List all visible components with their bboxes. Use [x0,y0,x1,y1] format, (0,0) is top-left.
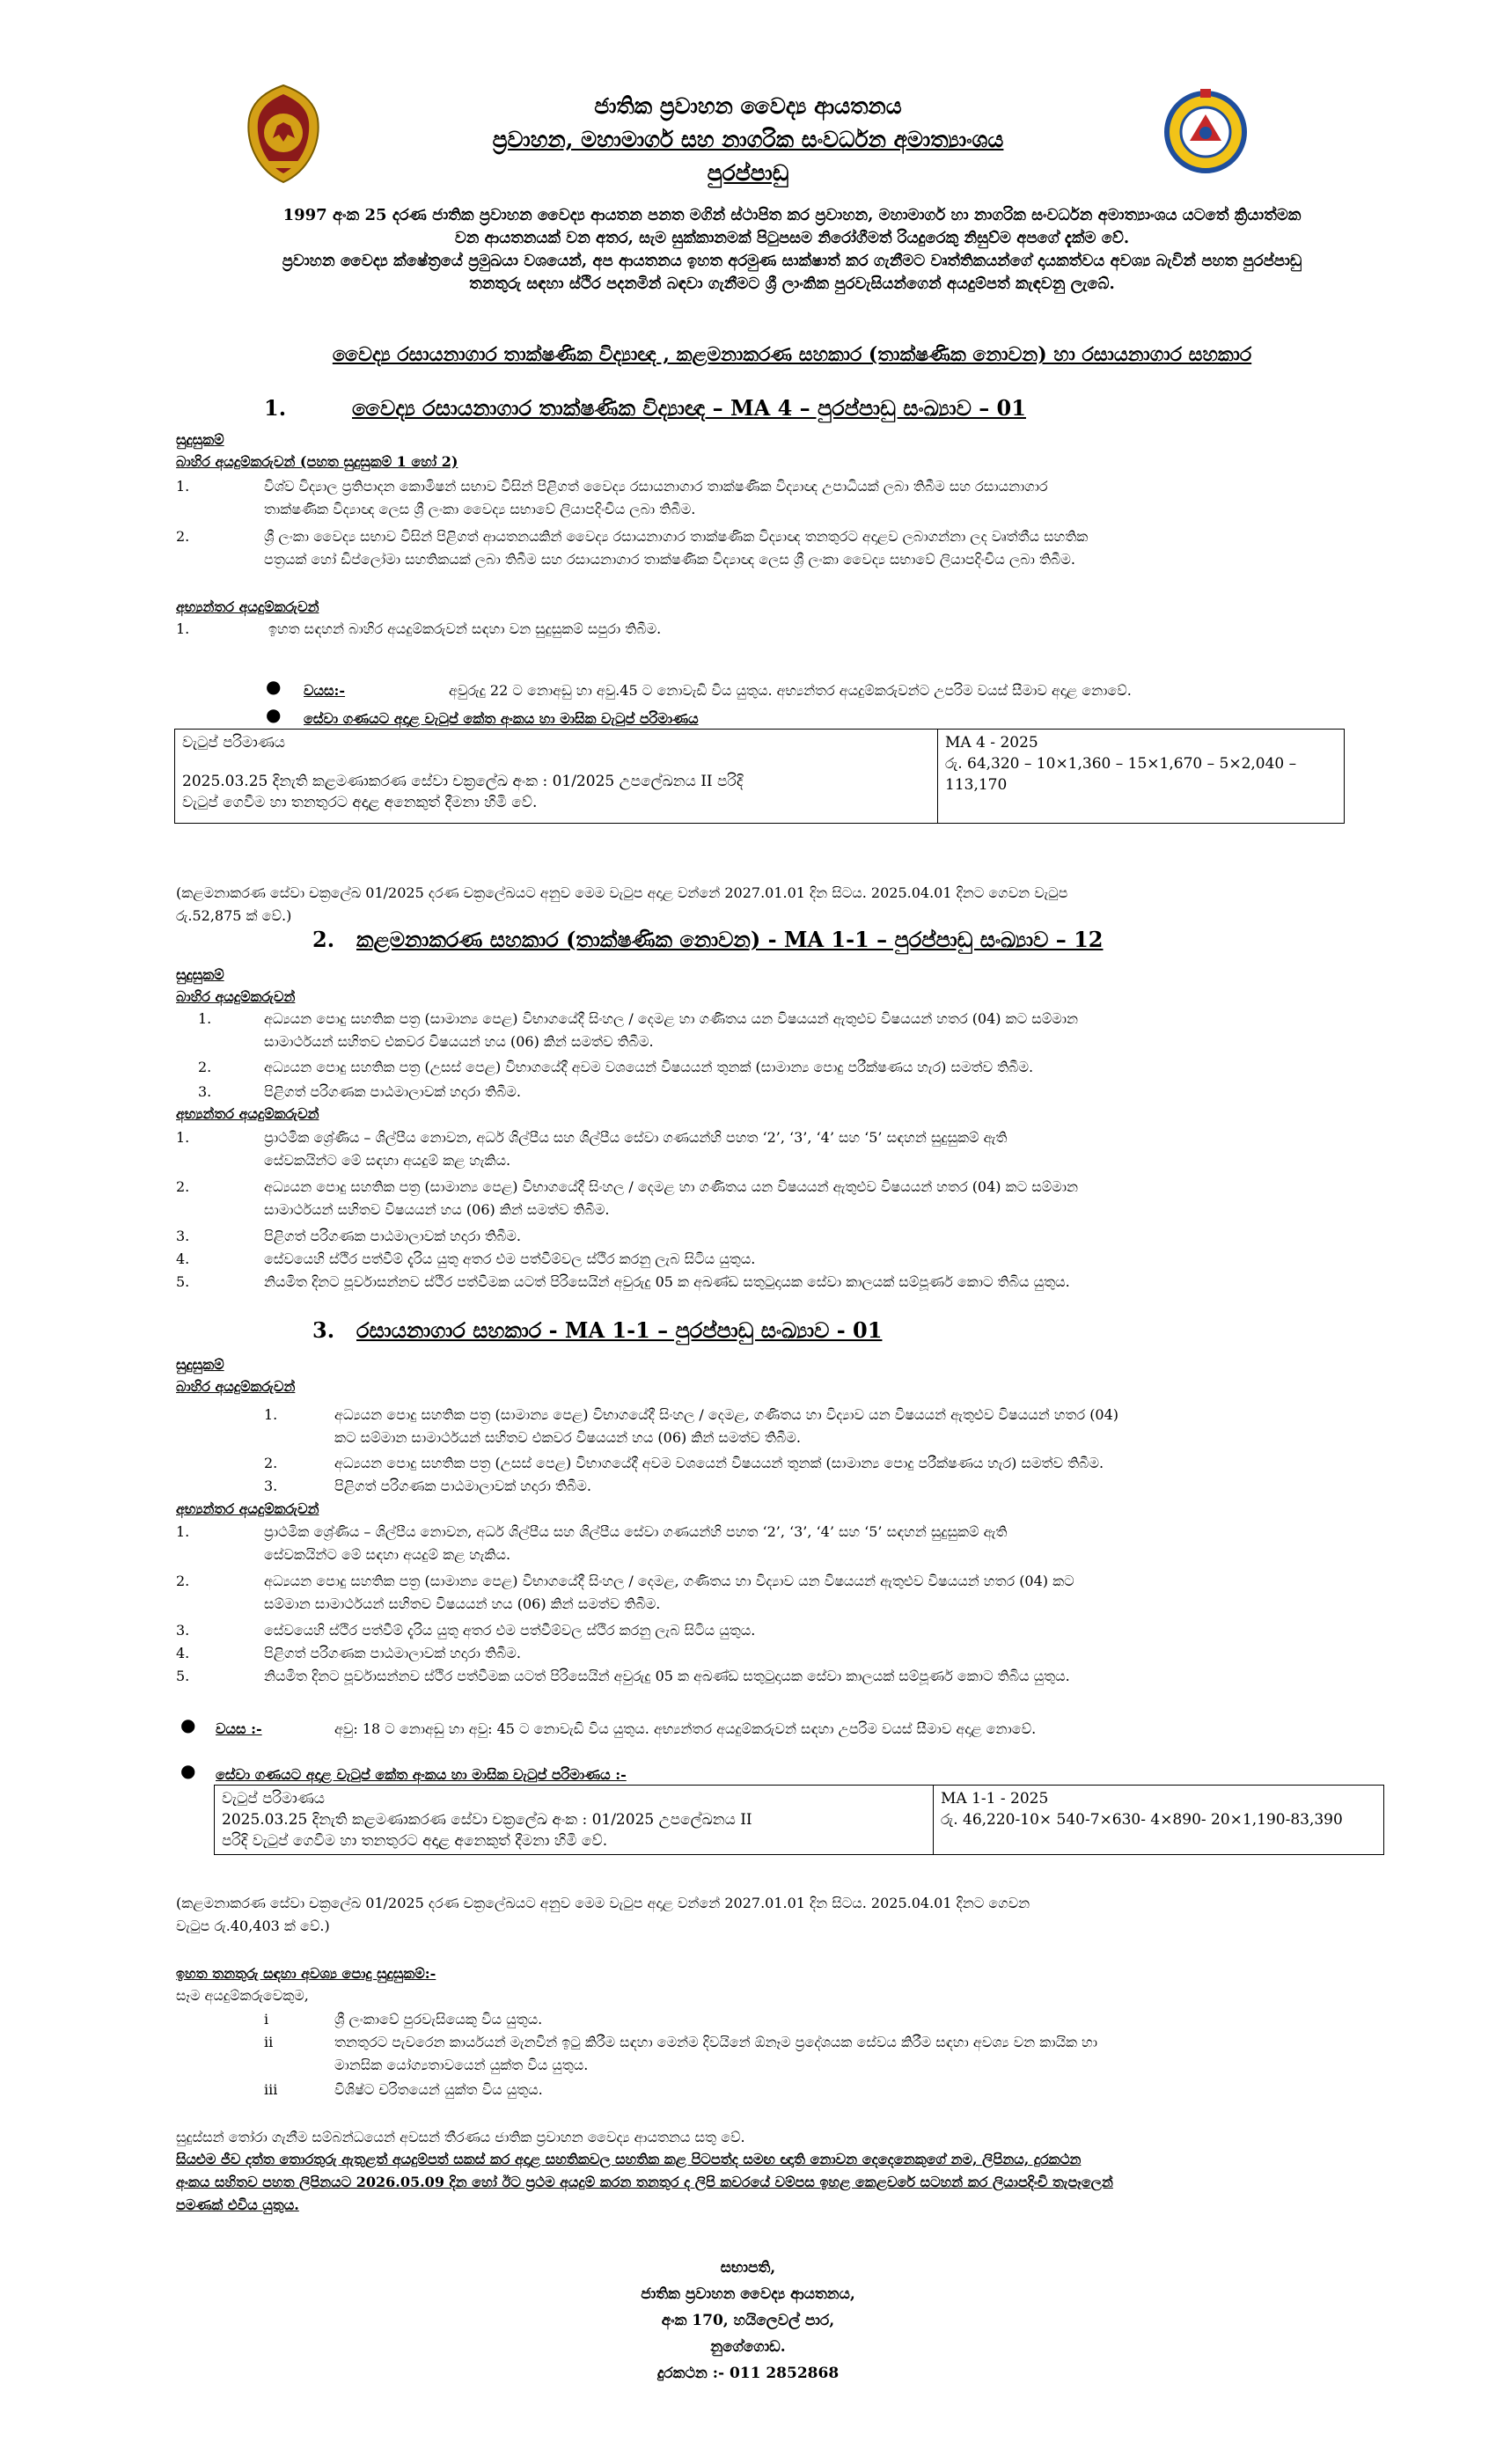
section-1-note-line-1: (කළමනාකරණ සේවා චක්‍රලේඛ 01/2025 දරණ චක්‍රලේඛයට අනුව මෙම වැටුප අදාළ වන්නේ 2027.01.01 දින සිටය. 2025.04.01 දිනට ගෙවන වැටුප [176,884,1068,901]
section-3-age-label: වයස :- [216,1720,262,1737]
section-1-ext-item-2-num: 2. [176,528,190,545]
section-1-int-item-num: 1. [176,620,190,637]
bullet-icon: ● [266,704,282,725]
section-3-number: 3. [312,1317,335,1343]
section-1-number: 1. [264,395,287,421]
section-2-ext-item-3-num: 3. [198,1083,212,1100]
ministry-title: ප්‍රවාහන, මහාමාර්ග සහ නාගරික සංවර්ධන අමාත්‍යාංශය [492,127,1004,152]
general-item-3-num: iii [264,2081,278,2098]
section-2-ext-item-1-line-2: සාමාර්ථයන් සහිතව එකවර විෂයයන් හය (06) කින් සමත්ව තිබීම. [264,1033,654,1050]
section-3-ext-item-3-line-1: පිළිගත් පරිගණක පාඨමාලාවක් හදාරා තිබීම. [334,1478,592,1494]
section-2-int-item-1-line-1: ප්‍රාථමික ශ්‍රේණිය – ශිල්පීය නොවන, අර්ධ ශිල්පීය සහ ශිල්පීය සේවා ගණයන්හි පහත ‘2’, ‘3’, ‘4’ සහ ‘5’ සඳහන් සුදුසුකම් ඇති [264,1129,1008,1146]
salary-code: MA 1-1 - 2025 [941,1790,1049,1808]
section-2-int-item-2-line-2: සාමාර්ථයන් සහිතව විෂයයන් හය (06) කින් සමත්ව තිබීම. [264,1201,610,1218]
institute-title: ජාතික ප්‍රවාහන වෛද්‍ය ආයතනය [594,93,902,119]
closing-line: සුදුස්සන් තෝරා ගැනීම සම්බන්ධයෙන් අවසන් තීරණය ජාතික ප්‍රවාහන වෛද්‍ය ආයතනය සතු වේ. [176,2129,745,2145]
salary-circular-line-2: පරිදි වැටුප් ගෙවීම හා තනතුරට අදාළ අනෙකුත් දීමනා හිමි වේ. [222,1832,608,1850]
salary-scale-line-1: රු. 64,320 – 10×1,360 – 15×1,670 – 5×2,040 – [945,755,1297,773]
section-3-int-item-1-num: 1. [176,1523,190,1540]
section-1-salary-heading: සේවා ගණයට අදාළ වැටුප් කේත අංකය හා මාසික වැටුප් පරිමාණය [304,710,699,727]
section-1-external-label: බාහිර අයදුම්කරුවන් (පහත සුදුසුකම් 1 හෝ 2) [176,453,458,470]
section-3-int-item-1-line-1: ප්‍රාථමික ශ්‍රේණිය – ශිල්පීය නොවන, අර්ධ ශිල්පීය සහ ශිල්පීය සේවා ගණයන්හි පහත ‘2’, ‘3’, ‘4’ සහ ‘5’ සඳහන් සුදුසුකම් ඇති [264,1523,1008,1540]
closing-instruction-line-2: අංකය සහිතව පහත ලිපිනයට 2026.05.09 දින හෝ ඊට ප්‍රථම අයදුම් කරන තනතුර ද ලිපි කවරයේ වම්පස ඉහළ කෙළවරේ සටහන් කර ලියාපදිංචි තැපෑලෙන් [176,2174,1113,2190]
signature-phone: දුරකථන :- 011 2852868 [656,2365,840,2382]
section-3-ext-item-1-num: 1. [264,1406,278,1423]
section-1-int-item-text: ඉහත සඳහන් බාහිර අයදුම්කරුවන් සඳහා වන සුදුසුකම් සපුරා තිබීම. [268,620,662,637]
section-1-ext-item-1-num: 1. [176,478,190,495]
bullet-icon: ● [266,676,282,697]
signature-address-line-2: නුගේගොඩ. [710,2338,786,2356]
section-3-internal-label: අභ්‍යන්තර අයදුම්කරුවන් [176,1500,319,1517]
section-1-age-text: අවුරුදු 22 ට නොඅඩු හා අවු.45 ට නොවැඩි විය යුතුය. අභ්‍යන්තර අයදුම්කරුවන්ට උපරිම වයස් සීමාව අදාළ නොවේ. [449,682,1132,699]
section-1-note-line-2: රු.52,875 ක් වේ.) [176,907,292,924]
section-3-ext-item-1-line-1: අධ්‍යයන පොදු සහතික පත්‍ර (සාමාන්‍ය පෙළ) විභාගයේදී සිංහල / දෙමළ, ගණිතය හා විද්‍යාව යන විෂයයන් ඇතුළුව විෂයයන් හතර (04) [334,1406,1119,1423]
intro-line-1: 1997 අංක 25 දරණ ජාතික ප්‍රවාහන වෛද්‍ය ආයතන පනත මගින් ස්ථාපිත කර ප්‍රවාහන, මහාමාර්ග හා නාගරික සංවර්ධන අමාත්‍යාංශය යටතේ ක්‍රියාත්මක [282,206,1302,224]
section-3-salary-right-cell [934,1786,1384,1855]
section-3-int-item-2-line-1: අධ්‍යයන පොදු සහතික පත්‍ර (සාමාන්‍ය පෙළ) විභාගයේදී සිංහල / දෙමළ, ගණිතය හා විද්‍යාව යන විෂයයන් ඇතුළුව විෂයයන් හතර (04) කට [264,1573,1074,1589]
closing-instruction-line-1: සියළුම ජීව දත්ත තොරතුරු ඇතුළත් අයදුම්පත් සකස් කර අදාළ සහතිකවල සහතික කළ පිටපත්ද සමඟ ඥාති නොවන දෙදෙනෙකුගේ නම, ලිපිනය, දුරකථන [176,2151,1082,2167]
section-2-internal-label: අභ්‍යන්තර අයදුම්කරුවන් [176,1105,319,1122]
section-3-int-item-5-line-1: නියමිත දිනට පූර්වාසන්නව ස්ථිර පත්වීමක යටත් පිරිසෙයින් අවුරුදු 05 ක අඛණ්ඩ සතුටුදායක සේවා කාලයක් සම්පූර්ණ කොට තිබිය යුතුය. [264,1668,1070,1684]
section-3-ext-item-2-num: 2. [264,1455,278,1471]
section-2-ext-item-1-num: 1. [198,1010,212,1027]
section-1-ext-item-1-line-2: තාක්ෂණික විද්‍යාඥ ලෙස ශ්‍රී ලංකා වෛද්‍ය සභාවේ ලියාපදිංචිය ලබා තිබීම. [264,501,696,517]
section-3-note-line-2: වැටුප රු.40,403 ක් වේ.) [176,1918,330,1934]
section-3-external-label: බාහිර අයදුම්කරුවන් [176,1378,296,1395]
section-2-int-item-3-line-1: පිළිගත් පරිගණක පාඨමාලාවක් හදාරා තිබීම. [264,1228,522,1244]
section-3-age-text: අවු: 18 ට නොඅඩු හා අවු: 45 ට නොවැඩි විය යුතුය. අභ්‍යන්තර අයදුම්කරුවන් සඳහා උපරිම වයස් සීමාව අදාළ නොවේ. [334,1720,1037,1737]
salary-code: MA 4 - 2025 [945,734,1038,752]
section-2-int-item-1-line-2: සේවකයින්ට මේ සඳහා අයදුම් කළ හැකිය. [264,1152,511,1169]
section-1-internal-label: අභ්‍යන්තර අයදුම්කරුවන් [176,598,319,615]
section-3-int-item-4-line-1: පිළිගත් පරිගණක පාඨමාලාවක් හදාරා තිබීම. [264,1645,522,1661]
section-3-qualifications-label: සුදුසුකම් [176,1356,224,1373]
general-qualifications-heading: ඉහත තනතුරු සඳහා අවශ්‍ය පොදු සුදුසුකම්:- [176,1965,436,1982]
section-2-ext-item-2-num: 2. [198,1059,212,1075]
section-3-int-item-2-num: 2. [176,1573,190,1589]
salary-circular-line-2: වැටුප් ගෙවීම හා තනතුරට අදාළ අනෙකුත් දීමනා හිමි වේ. [182,794,538,811]
intro-line-2: වන ආයතනයක් වන අතර, සැම සුක්කානමක් පිටුපසම නිරෝගීමත් රියදුරෙකු නිසුව්‍ම අපගේ දැක්ම වේ. [454,229,1130,247]
section-3-ext-item-1-line-2: කට සම්මාන සාමාර්ථයන් සහිතව එකවර විෂයයන් හය (06) කින් සමත්ව තිබීම. [334,1429,802,1446]
section-2-int-item-4-line-1: සේවයෙහි ස්ථිර පත්වීම් දැරිය යුතු අතර එම පත්වීම්වල ස්ථිර කරනු ලැබ සිටිය යුතුය. [264,1250,756,1267]
section-1-age-label: වයස:- [304,682,346,699]
section-3-heading: රසායනාගාර සහකාර - MA 1-1 – පුරප්පාඩු සංඛ්‍යාව - 01 [356,1317,883,1343]
section-3-salary-table [214,1785,1384,1855]
section-1-heading: වෛද්‍ය රසායනාගාර තාක්ෂණික විද්‍යාඥ – MA 4 – පුරප්පාඩු සංඛ්‍යාව – 01 [352,395,1026,421]
section-1-salary-table [174,729,1345,824]
section-2-int-item-1-num: 1. [176,1129,190,1146]
salary-circular-line-1: 2025.03.25 දිනැති කළමණාකරණ සේවා චක්‍රලේඛ අංක : 01/2025 උපලේඛනය II පරිදි [182,773,744,790]
section-2-int-item-2-line-1: අධ්‍යයන පොදු සහතික පත්‍ර (සාමාන්‍ය පෙළ) විභාගයේදී සිංහල / දෙමළ හා ගණිතය යන විෂයයන් ඇතුළුව විෂයයන් හතර (04) කට සම්මාන [264,1178,1078,1195]
section-3-int-item-2-line-2: සම්මාන සාමාර්ථයන් සහිතව විෂයයන් හය (06) කින් සමත්ව තිබීම. [264,1595,661,1612]
section-2-number: 2. [312,927,335,952]
general-item-3-line-1: විශිෂ්ට චරිතයෙන් යුක්ත විය යුතුය. [334,2081,543,2098]
section-2-external-label: බාහිර අයදුම්කරුවන් [176,988,296,1005]
general-item-2-line-2: මානසික යෝග්‍යතාවයෙන් යුක්ත විය යුතුය. [334,2057,589,2073]
salary-scale-label: වැටුප් පරිමාණය [222,1790,326,1808]
intro-line-3: ප්‍රවාහන වෛද්‍ය ක්ෂේත්‍රයේ ප්‍රමුඛයා වශයෙන්, අප ආයතනය ඉහත අරමුණ සාක්ෂාත් කර ගැනීමට වෘත්තිකයන්ගේ දායකත්වය අවශ්‍ය බැවින් පහත පුරප්පාඩු [282,252,1302,270]
section-3-ext-item-3-num: 3. [264,1478,278,1494]
general-item-2-line-1: තනතුරට පැවරෙන කාර්යයන් මැනවින් ඉටු කිරීම සඳහා මෙන්ම දිවයිනේ ඕනෑම ප්‍රදේශයක සේවය කිරීම සඳහා අවශ්‍ය වන කායික හා [334,2034,1097,2050]
salary-scale-line-2: 113,170 [945,776,1008,794]
general-item-1-num: i [264,2011,269,2028]
salary-circular-line-1: 2025.03.25 දිනැති කළමණාකරණ සේවා චක්‍රලේඛ අංක : 01/2025 උපලේඛනය II [222,1811,752,1829]
main-heading: වෛද්‍ය රසායනාගාර තාක්ෂණික විද්‍යාඥ , කළමනාකරණ සහකාර (තාක්ෂණික නොවන) හා රසායනාගාර සහකාර [332,343,1252,366]
section-2-ext-item-2-line-1: අධ්‍යයන පොදු සහතික පත්‍ර (උසස් පෙළ) විභාගයේදී අවම වශයෙන් විෂයයන් තුනක් (සාමාන්‍ය පොදු පරීක්ෂණය හැර) සමත්ව තිබීම. [264,1059,1034,1075]
signature-address-line-1: අංක 170, හයිලෙවල් පාර, [661,2312,835,2329]
section-3-int-item-3-num: 3. [176,1622,190,1639]
section-3-int-item-4-num: 4. [176,1645,190,1661]
section-1-ext-item-2-line-2: පත්‍රයක් හෝ ඩිප්ලෝමා සහතිකයක් ලබා තිබීම සහ රසායනාගාර තාක්ෂණික විද්‍යාඥ ලෙස ශ්‍රී ලංකා වෛද්‍ය සභාවේ ලියාපදිංචිය ලබා තිබීම. [264,551,1075,568]
signature-institute: ජාතික ප්‍රවාහන වෛද්‍ය ආයතනය, [641,2285,855,2303]
bullet-icon: ● [180,1714,196,1735]
section-3-ext-item-2-line-1: අධ්‍යයන පොදු සහතික පත්‍ර (උසස් පෙළ) විභාගයේදී අවම වශයෙන් විෂයයන් තුනක් (සාමාන්‍ය පොදු පරීක්ෂණය හැර) සමත්ව තිබීම. [334,1455,1104,1471]
intro-line-4: තනතුරු සඳහා ස්ථිර පදනමින් බඳවා ගැනීමට ශ්‍රී ලාංකික පුරවැසියන්ගෙන් අයදුම්පත් කැඳවනු ලැබේ. [469,275,1115,293]
section-3-note-line-1: (කළමනාකරණ සේවා චක්‍රලේඛ 01/2025 දරණ චක්‍රලේඛයට අනුව මෙම වැටුප අදාළ වන්නේ 2027.01.01 දින සිටය. 2025.04.01 දිනට ගෙවන [176,1895,1030,1911]
section-2-ext-item-3-line-1: පිළිගත් පරිගණක පාඨමාලාවක් හදාරා තිබීම. [264,1083,522,1100]
closing-instruction-line-3: පමණක් එවිය යුතුය. [176,2196,299,2213]
section-3-int-item-3-line-1: සේවයෙහි ස්ථිර පත්වීම් දැරිය යුතු අතර එම පත්වීම්වල ස්ථිර කරනු ලැබ සිටිය යුතුය. [264,1622,756,1639]
salary-scale-line-1: රු. 46,220-10× 540-7×630- 4×890- 20×1,190-83,390 [941,1811,1343,1829]
section-2-int-item-5-line-1: නියමිත දිනට පූර්වාසන්නව ස්ථිර පත්වීමක යටත් පිරිසෙයින් අවුරුදු 05 ක අඛණ්ඩ සතුටුදායක සේවා කාලයක් සම්පූර්ණ කොට තිබිය යුතුය. [264,1273,1070,1290]
section-1-salary-left-cell [175,730,938,824]
salary-scale-label: වැටුප් පරිමාණය [182,734,286,752]
section-2-qualifications-label: සුදුසුකම් [176,966,224,983]
general-item-1-line-1: ශ්‍රී ලංකාවේ පුරවැසියෙකු විය යුතුය. [334,2011,543,2028]
section-2-int-item-4-num: 4. [176,1250,190,1267]
section-1-qualifications-label: සුදුසුකම් [176,431,224,448]
signature-title: සභාපති, [720,2259,776,2277]
section-2-ext-item-1-line-1: අධ්‍යයන පොදු සහතික පත්‍ර (සාමාන්‍ය පෙළ) විභාගයේදී සිංහල / දෙමළ හා ගණිතය යන විෂයයන් ඇතුළුව විෂයයන් හතර (04) කට සම්මාන [264,1010,1078,1027]
section-3-salary-left-cell [215,1786,934,1855]
general-item-2-num: ii [264,2034,274,2050]
section-2-int-item-3-num: 3. [176,1228,190,1244]
section-3-salary-heading: සේවා ගණයට අදාළ වැටුප් කේත අංකය හා මාසික වැටුප් පරිමාණය :- [216,1766,627,1783]
section-1-salary-right-cell [938,730,1345,824]
general-lead: සෑම අයදුම්කරුවෙකුම, [176,1987,309,2004]
section-2-int-item-5-num: 5. [176,1273,190,1290]
vacancies-title: පුරප්පාඩු [707,160,789,186]
section-1-ext-item-1-line-1: විශ්ව විද්‍යාල ප්‍රතිපාදන කොමිෂන් සභාව විසින් පිළිගත් වෛද්‍ය රසායනාගාර තාක්ෂණික විද්‍යාඥ උපාධියක් ලබා තිබීම සහ රසායනාගාර [264,478,1048,495]
section-2-heading: කළමනාකරණ සහකාර (තාක්ෂණික නොවන) - MA 1-1 – පුරප්පාඩු සංඛ්‍යාව – 12 [356,927,1104,952]
section-2-int-item-2-num: 2. [176,1178,190,1195]
bullet-icon: ● [180,1760,196,1781]
section-3-int-item-5-num: 5. [176,1668,190,1684]
section-1-ext-item-2-line-1: ශ්‍රී ලංකා වෛද්‍ය සභාව විසින් පිළිගත් ආයතනයකින් වෛද්‍ය රසායනාගාර තාක්ෂණික විද්‍යාඥ තනතුරට අදාළව ලබාගන්නා ලද වෘත්තීය සහතික [264,528,1089,545]
section-3-int-item-1-line-2: සේවකයින්ට මේ සඳහා අයදුම් කළ හැකිය. [264,1546,511,1563]
